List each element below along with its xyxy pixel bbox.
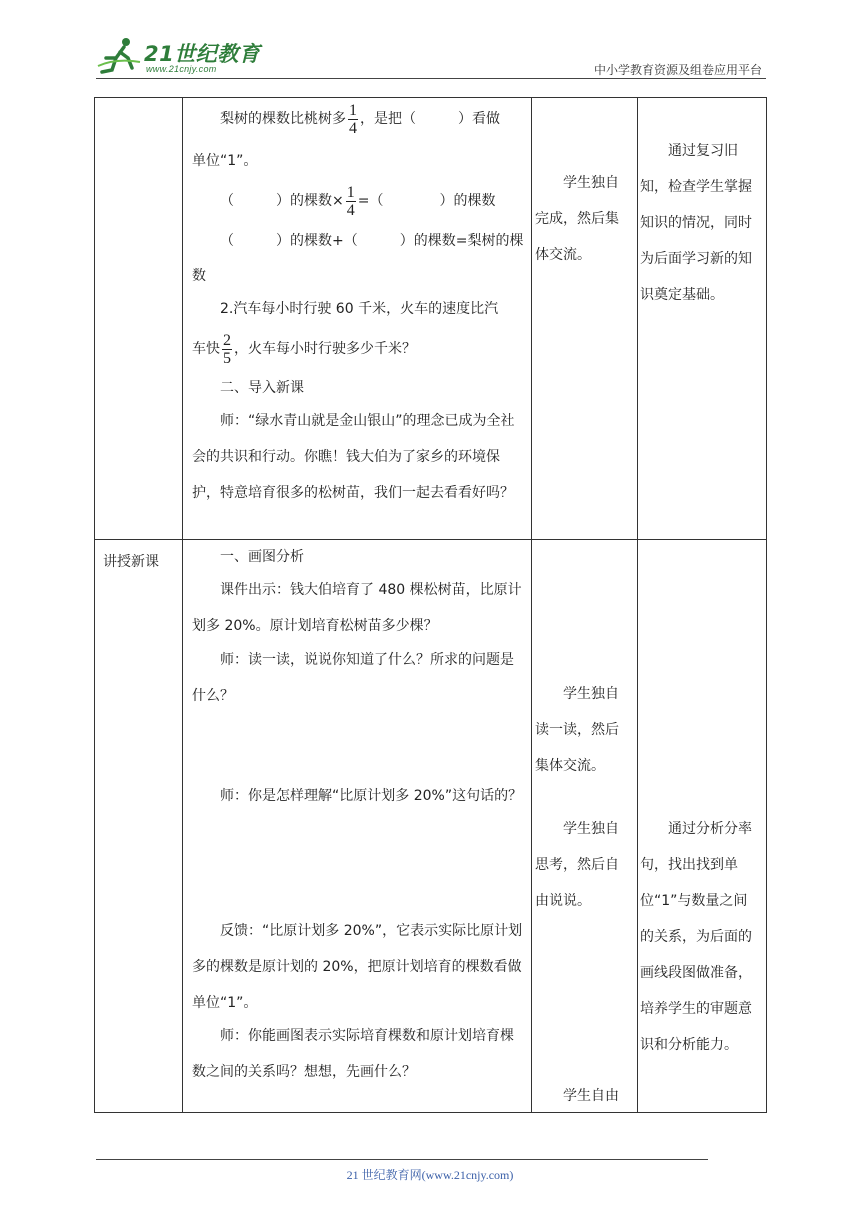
fraction-numerator: 1 xyxy=(349,101,357,119)
fraction-numerator: 1 xyxy=(346,183,355,201)
platform-title: 中小学教育资源及组卷应用平台 xyxy=(593,63,762,77)
fraction xyxy=(222,332,232,367)
review-question-1-cont: 单位“1”。 xyxy=(192,153,258,169)
fraction xyxy=(346,184,356,219)
fraction xyxy=(348,102,358,137)
section-heading-analysis: 一、画图分析 xyxy=(220,549,304,565)
review-question-1 xyxy=(192,101,524,137)
teacher-prompt-read: 师：读一读，说说你知道了什么？所求的问题是什么？ xyxy=(192,652,514,704)
footer-text: 21 世纪教育网(www.21cnjy.com) xyxy=(346,1168,514,1182)
fill-blank-line-1 xyxy=(192,183,524,219)
logo-text: 21世纪教育 xyxy=(144,42,261,66)
column-divider xyxy=(637,98,638,1112)
teacher-prompt-draw: 师：你能画图表示实际培育棵数和原计划培育棵数之间的关系吗？想想，先画什么？ xyxy=(192,1028,514,1080)
student-activity-2: 学生独自读一读，然后集体交流。 xyxy=(535,686,619,774)
text-segment: （ ）的棵数× xyxy=(220,193,344,209)
student-activity-1: 学生独自完成，然后集体交流。 xyxy=(535,175,619,263)
footer-divider xyxy=(96,1159,708,1160)
fill-blank-line-2: （ ）的棵数+（ ）的棵数=梨树的棵 xyxy=(220,233,524,249)
section-heading-intro: 二、导入新课 xyxy=(220,380,304,396)
review-question-2: 2.汽车每小时行驶 60 千米，火车的速度比汽 xyxy=(220,301,499,317)
fraction-denominator: 5 xyxy=(223,349,231,367)
fill-blank-line-2-cont: 数 xyxy=(192,268,206,284)
text-segment: 梨树的棵数比桃树多 xyxy=(220,111,346,127)
header-divider xyxy=(96,78,766,79)
text-segment: 车快 xyxy=(192,341,220,357)
design-intent-1: 通过复习旧知，检查学生掌握知识的情况，同时为后面学习新的知识奠定基础。 xyxy=(640,143,752,303)
page-header xyxy=(96,34,766,78)
lesson-table xyxy=(94,97,767,1113)
row-label-new-lesson: 讲授新课 xyxy=(103,554,159,570)
student-activity-4: 学生自由 xyxy=(563,1088,619,1104)
fraction-numerator: 2 xyxy=(223,331,231,349)
teacher-prompt-understand: 师：你是怎样理解“比原计划多 20%”这句话的？ xyxy=(220,788,523,804)
text-segment: ，火车每小时行驶多少千米？ xyxy=(234,341,416,357)
logo-url: www.21cnjy.com xyxy=(146,64,217,74)
feedback-paragraph: 反馈：“比原计划多 20%”，它表示实际比原计划多的棵数是原计划的 20%，把原计划培育的棵数看做单位“1”。 xyxy=(192,923,523,1011)
fraction-denominator: 4 xyxy=(349,119,357,137)
teacher-intro-paragraph: 师：“绿水青山就是金山银山”的理念已成为全社会的共识和行动。你瞧！钱大伯为了家乡的环境保护，特意培育很多的松树苗，我们一起去看看好吗？ xyxy=(192,413,515,501)
text-segment: ，是把（ ）看做 xyxy=(360,111,500,127)
text-segment: =（ ）的棵数 xyxy=(357,193,496,209)
design-intent-2: 通过分析分率句，找出找到单位“1”与数量之间的关系，为后面的画线段图做准备，培养学生的审题意识和分析能力。 xyxy=(640,821,752,1053)
column-divider xyxy=(531,98,532,1112)
review-question-2-cont xyxy=(192,331,524,367)
fraction-denominator: 4 xyxy=(346,201,355,219)
student-activity-3: 学生独自思考，然后自由说说。 xyxy=(535,821,619,909)
courseware-problem: 课件出示：钱大伯培育了 480 棵松树苗，比原计划多 20%。原计划培育松树苗多少棵？ xyxy=(192,582,522,634)
column-divider xyxy=(182,98,183,1112)
runner-logo-icon xyxy=(96,36,144,76)
logo xyxy=(96,34,276,78)
